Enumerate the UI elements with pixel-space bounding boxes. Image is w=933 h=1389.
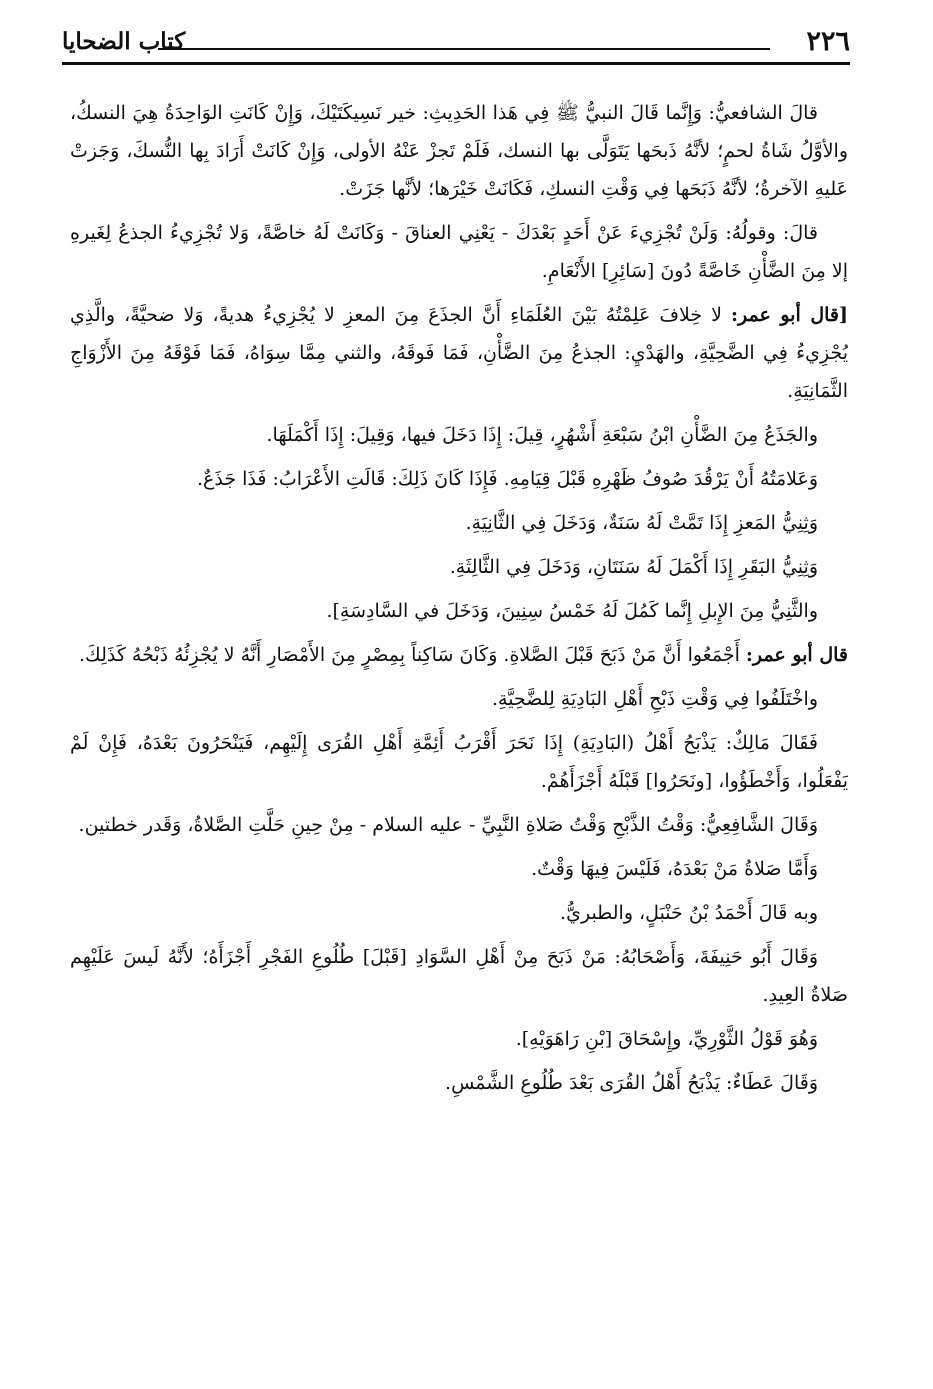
paragraph-text: واخْتَلَفُوا فِي وَقْتِ ذَبْحِ أَهْلِ البَادِيَةِ لِلضَّحِيَّةِ.: [491, 688, 818, 710]
paragraph: [70, 296, 848, 410]
paragraph: [70, 460, 848, 498]
page-number: ٢٢٦: [806, 26, 850, 57]
paragraph: [70, 416, 848, 454]
paragraph-text: وَقَالَ أَبُو حَنِيفَةَ، وَأَصْحَابُهُ: مَنْ ذَبَحَ مِنْ أَهْلِ السَّوَادِ [قَبْلَ] طُلُوعِ الفَجْرِ أَجْزَأَهُ؛ لأَنَّهُ لَيسَ عَلَيْهِم صَلاةُ العِيدِ.: [70, 946, 848, 1006]
running-title: كتاب الضحايا: [62, 28, 186, 55]
paragraph: [70, 214, 848, 290]
paragraph-text: قالَ الشافعيُّ: وَإِنَّما قَالَ النبيُّ ﷺ فِي هَذا الحَدِيثِ: خير نَسِيكَتَيْكَ، وَإِنْ كَانَتِ الوَاحِدَةُ هِيَ النسكُ، والأوَّلُ شَاةُ لحمٍ؛ لأنَّهُ ذَبحَها يَتَوَلَّى بها النسك، فَلَمْ تَجزْ عَنْهُ الأولى، وَإِنْ كَانَتْ أَرَادَ بِها النُّسكَ، وَجَزتْ عَليهِ الآخرةُ؛ لأنَّهُ ذَبَحَها فِي وَقْتِ النسكِ، فَكَانَتْ خَيْرَها؛ لأنَّها جَزَتْ.: [70, 102, 848, 200]
paragraph: [70, 806, 848, 844]
paragraph-lead: قال أبو عمر:: [745, 644, 848, 666]
paragraph: [70, 894, 848, 932]
paragraph: [70, 1020, 848, 1058]
page-body: [70, 94, 848, 1374]
paragraph: [70, 938, 848, 1014]
paragraph: [70, 94, 848, 208]
paragraph-text: وَعَلامَتُهُ أَنْ يَرْقُدَ صُوفُ ظَهْرِهِ قَبْلَ قِيَامِهِ. فَإِذَا كَانَ ذَلِكَ: قَالَتِ الأَعْرَابُ: فَذَا جَذَعٌ.: [196, 468, 818, 490]
page-header: [62, 22, 850, 66]
paragraph-text: والثَّنِيُّ مِنَ الإِبلِ إِنَّما كَمُلَ لَهُ خَمْسُ سِنِينَ، وَدَخَلَ في السَّادِسَةِ].: [326, 600, 818, 622]
paragraph: [70, 636, 848, 674]
paragraph-text: لا خِلافَ عَلِمْتُهُ بَيْنَ العُلَمَاءِ أَنَّ الجذَعَ مِنَ المعزِ لا يُجْزِيءُ هديةً، وَلا ضحيَّةً، والَّذِي يُجْزِيءُ فِي الضَّحِيَّةِ، والهَدْيِ: الجذعُ مِنَ الضَّأْنِ، فَمَا فَوقَهُ، والثني مِمَّا سِوَاهُ، فَمَا فَوْقَهُ مِنَ الأَزْوَاجِ الثَّمَانِيَةِ.: [70, 304, 848, 402]
paragraph: [70, 592, 848, 630]
paragraph: [70, 850, 848, 888]
paragraph: [70, 1064, 848, 1102]
paragraph-text: فَقَالَ مَالِكٌ: يَذْبَحُ أَهْلُ (البَادِيَةِ) إِذَا نَحَرَ أَقْرَبُ أَئِمَّةِ أَهْلِ القُرَى إِلَيْهِم، فَيَنْحَرُونَ بَعْدَهُ، فَإِنْ لَمْ يَفْعَلُوا، وَأَخْطَؤُوا، [ونَحَرُوا] قَبْلَهُ أَجْزَأَهُمْ.: [70, 732, 848, 792]
paragraph-text: أَجْمَعُوا أَنَّ مَنْ ذَبَحَ قَبْلَ الصَّلاةِ. وَكَانَ سَاكِناً بِمِصْرٍ مِنَ الأَمْصَارِ أَنَّهُ لا يُجْزِئُهُ ذَبْحُهُ كَذَلِكَ.: [79, 644, 746, 666]
paragraph-text: وَثِنِيُّ المَعزِ إِذَا تَمَّتْ لَهُ سَنَةٌ، وَدَخَلَ فِي الثَّانِيَةِ.: [465, 512, 818, 534]
header-divider: [158, 48, 770, 50]
paragraph-text: وبه قَالَ أَحْمَدُ بْنُ حَنْبَلٍ، والطبريُّ.: [560, 902, 818, 924]
paragraph-text: والجَذَعُ مِنَ الضَّأْنِ ابْنُ سَبْعَةِ أَشْهُرٍ، قِيلَ: إِذَا دَخَلَ فيها، وَقِيلَ: إِذَا أَكْمَلَهَا.: [266, 424, 818, 446]
paragraph: [70, 504, 848, 542]
paragraph-text: وَأَمَّا صَلاةُ مَنْ بَعْدَهُ، فَلَيْسَ فِيهَا وَقْتٌ.: [531, 858, 818, 880]
paragraph-text: وَهُوَ قَوْلُ الثَّوْرِيِّ، وإِسْحَاقَ [بْنِ رَاهَوَيْهِ].: [515, 1028, 818, 1050]
paragraph: [70, 548, 848, 586]
paragraph-lead: [قال أبو عمر:: [730, 304, 848, 326]
paragraph-text: وَقَالَ الشَّافِعِيُّ: وَقْتُ الذَّبْحِ وَقْتُ صَلاةِ النَّبِيِّ - عليه السلام - مِنْ حِينِ حَلَّتِ الصَّلاةُ، وَقَدر خطتين.: [78, 814, 818, 836]
header-bottom-rule: [62, 62, 850, 65]
paragraph-text: قالَ: وقولُهُ: وَلَنْ تُجْزِيءَ عَنْ أَحَدٍ بَعْدَكَ - يَعْنِي العناقَ - وَكَانَتْ لَهُ خاصَّةً، وَلا تُجْزِيءُ الجذعُ لِغَيرهِ إلا مِنَ الضَّأْنِ خَاصَّةً دُونَ [سَائِرِ] الأَنْعَامِ.: [70, 222, 848, 282]
paragraph: [70, 680, 848, 718]
paragraph: [70, 724, 848, 800]
paragraph-text: وَثِنِيُّ البَقَرِ إِذَا أَكْمَلَ لَهُ سَنَتَانِ، وَدَخَلَ فِي الثَّالِثَةِ.: [449, 556, 818, 578]
paragraph-text: وَقَالَ عَطَاءٌ: يَذْبَحُ أَهْلُ القُرَى بَعْدَ طُلُوعِ الشَّمْسِ.: [445, 1072, 818, 1094]
